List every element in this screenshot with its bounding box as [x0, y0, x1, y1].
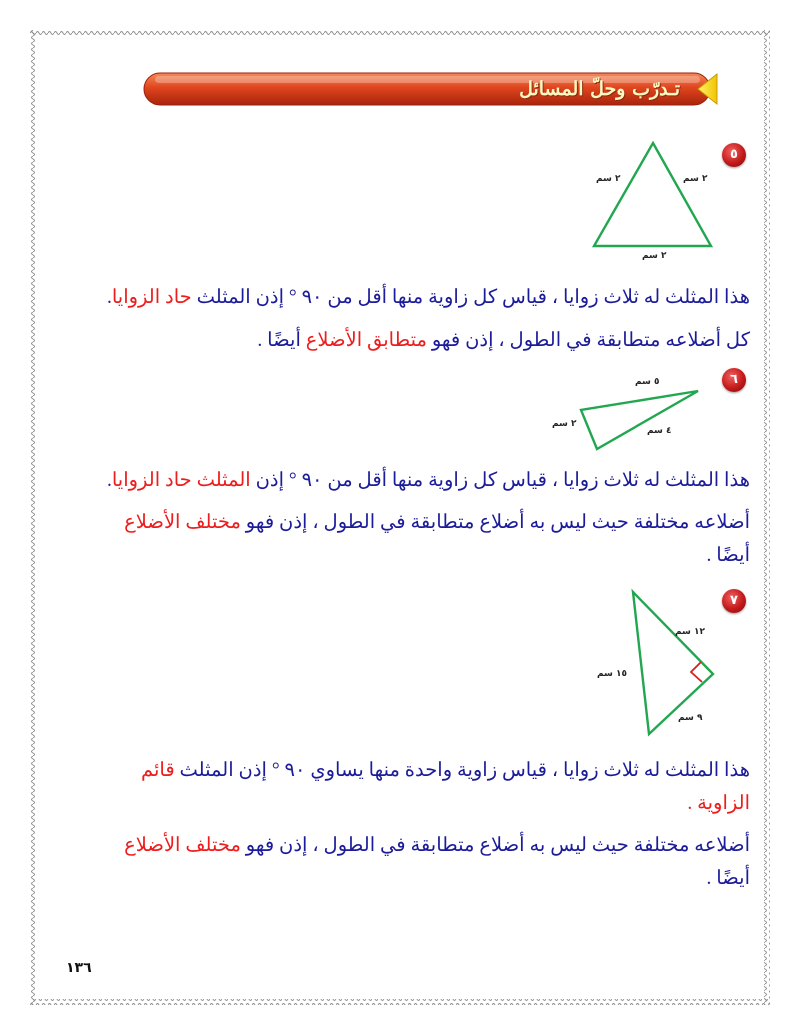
- right-triangle: [625, 588, 717, 738]
- scalene-acute-triangle: [577, 385, 702, 453]
- side-label-left: ١٥ سم: [597, 669, 628, 679]
- equilateral-triangle: [590, 140, 715, 252]
- problem-6-line-2: أضلاعه مختلفة حيث ليس به أضلاع متطابقة في الطول ، إذن فهو مختلف الأضلاع: [124, 512, 750, 533]
- problem-number-badge: ٦: [722, 368, 746, 392]
- side-label-bottom: ٤ سم: [647, 426, 672, 436]
- side-label-left: ٢ سم: [552, 419, 577, 429]
- side-label-bottom: ٢ سم: [642, 251, 667, 261]
- problem-6-line-3: أيضًا .: [706, 545, 750, 566]
- problem-5-line-2: كل أضلاعه متطابقة في الطول ، إذن فهو متطابق الأضلاع أيضًا .: [257, 330, 750, 351]
- side-label-top: ٥ سم: [635, 377, 660, 387]
- problem-7-line-1b: الزاوية .: [687, 793, 750, 814]
- section-title: تـدرّب وحلّ المسائل: [519, 78, 680, 100]
- problem-5-line-1: هذا المثلث له ثلاث زوايا ، قياس كل زاوية منها أقل من ٩٠ ° إذن المثلث حاد الزوايا.: [106, 287, 750, 308]
- problem-7-line-3: أيضًا .: [706, 868, 750, 889]
- problem-6-line-1: هذا المثلث له ثلاث زوايا ، قياس كل زاوية منها أقل من ٩٠ ° إذن المثلث حاد الزوايا.: [106, 470, 750, 491]
- problem-7-line-2: أضلاعه مختلفة حيث ليس به أضلاع متطابقة في الطول ، إذن فهو مختلف الأضلاع: [124, 835, 750, 856]
- side-label-right: ٢ سم: [683, 174, 708, 184]
- problem-7-line-1: هذا المثلث له ثلاث زوايا ، قياس زاوية واحدة منها يساوي ٩٠ ° إذن المثلث قائم: [140, 760, 750, 781]
- page-number: ١٣٦: [66, 960, 92, 976]
- problem-number-badge: ٥: [722, 143, 746, 167]
- side-label-bottom: ٩ سم: [678, 713, 703, 723]
- side-label-left: ٢ سم: [596, 174, 621, 184]
- problem-number-badge: ٧: [722, 589, 746, 613]
- side-label-top: ١٢ سم: [675, 627, 706, 637]
